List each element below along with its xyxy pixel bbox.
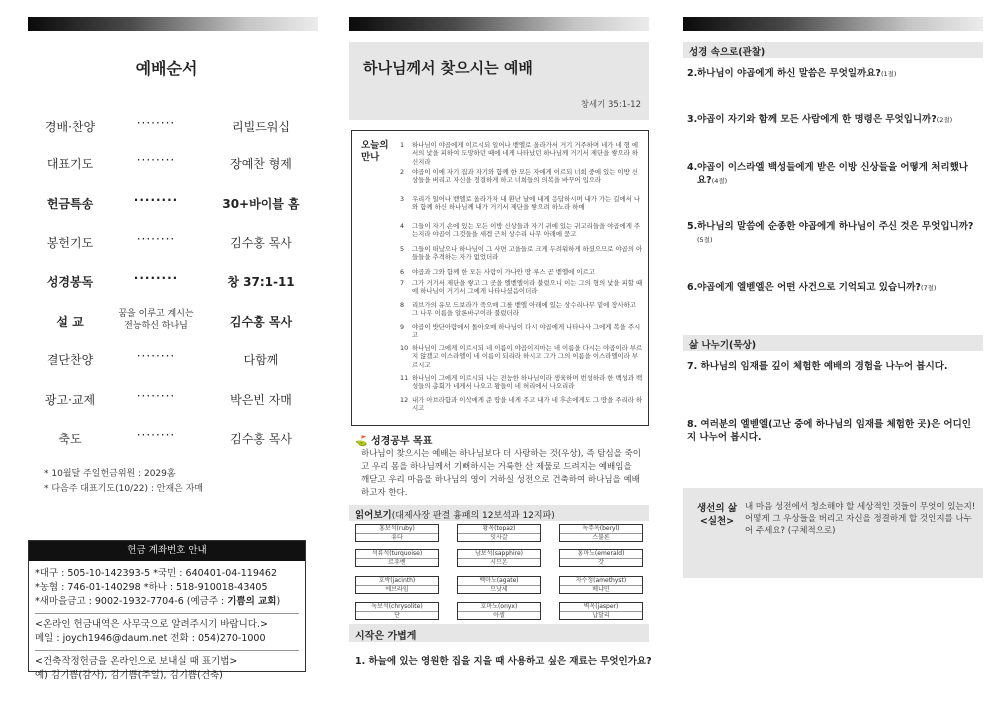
gem-cell: 석류석(turquoise) 르우벤 bbox=[355, 549, 439, 567]
gem-cell: 남보석(sapphire) 시므온 bbox=[457, 549, 541, 567]
sermon-heading: 하나님께서 찾으시는 예배 bbox=[363, 59, 533, 77]
practice-text: 내 마음 성전에서 청소해야 할 세상적인 것들이 무엇이 있는지! 어떻게 그 우상들을 버리고 자신을 정결하게 할 것인지를 나누어 주세요? (구체적으로) bbox=[745, 502, 976, 536]
study-goal-title: ⛳ 성경공부 목표 bbox=[355, 436, 433, 447]
order-dots: ········ bbox=[136, 428, 176, 442]
question: 2. 하나님이 야곱에게 하신 말씀은 무엇일까요?(1절) bbox=[687, 68, 897, 79]
sermon-title bbox=[110, 308, 202, 332]
question: 3. 야곱이 자기와 함께 모든 사람에게 한 명령은 무엇입니까?(2절) bbox=[687, 114, 953, 125]
bank-line: *새마을금고 : 9002-1932-7704-6 (예금주 : 기쁨의 교회) bbox=[35, 596, 281, 607]
order-name: 김수홍 목사 bbox=[229, 315, 293, 329]
gem-cell: 홍마노(emerald) 갓 bbox=[559, 549, 643, 567]
verse: 6 야곱과 그와 함께 한 모든 사람이 가나안 땅 루스 곧 벧엘에 이르고 bbox=[400, 268, 595, 276]
order-dots: ········ bbox=[133, 271, 179, 285]
order-row bbox=[30, 150, 320, 176]
gem-cell: 호박(jacinth) 에브라임 bbox=[355, 576, 439, 594]
order-row bbox=[30, 113, 320, 139]
order-name: 리빌드워십 bbox=[232, 120, 290, 134]
read-more-header: 읽어보기(대제사장 판결 흉패의 12보석과 12지파) bbox=[349, 505, 649, 521]
share-header: 삶 나누기(묵상) bbox=[683, 335, 983, 351]
study-panel bbox=[333, 0, 667, 707]
order-dots: ········ bbox=[136, 116, 176, 130]
verse: 4 그들이 자기 손에 있는 모든 이방 신상들과 자기 귀에 있는 귀고리들을 야곱에게 주는지라 야곱이 그것들을 세겜 근처 상수리 나무 아래에 묻고 bbox=[400, 222, 641, 239]
order-label: 헌금특송 bbox=[46, 197, 94, 211]
order-row bbox=[30, 190, 320, 216]
order-row bbox=[30, 425, 320, 451]
verse: 3 우리가 일어나 벧엘로 올라가자 내 환난 날에 내게 응답하시며 내가 가는 길에서 나와 함께 하신 하나님께 내가 거기서 제단을 쌓으려 하노라 하매 bbox=[400, 195, 641, 212]
study-goal-text: 하나님이 찾으시는 예배는 하나님보다 더 사랑하는 것(우상), 즉 탐심을 죽이고 우리 몸을 하나님께서 기뻐하시는 거룩한 산 제물로 드려지는 예배임을 깨닫고 우리 마음을 하나님의 영이 거하실 성전으로 건축하여 하나님을 예배하고자 한다. bbox=[361, 449, 641, 498]
online-title: <온라인 헌금내역은 사무국으로 알려주시기 바랍니다.> bbox=[35, 619, 268, 630]
order-label: 설 교 bbox=[56, 315, 84, 329]
online-contact: 메일 : joych1946@daum.net 전화 : 054)270-1000 bbox=[35, 633, 266, 644]
bank-header: 헌금 계좌번호 안내 bbox=[29, 541, 305, 561]
header-bar bbox=[683, 17, 983, 31]
order-name: 창 37:1-11 bbox=[227, 275, 295, 289]
order-label: 광고·교제 bbox=[44, 393, 96, 407]
verse: 12 내가 아브라함과 이삭에게 준 땅을 네게 주고 내가 네 후손에게도 그 땅을 주리라 하시고 bbox=[400, 396, 643, 413]
order-dots: ········ bbox=[136, 349, 176, 363]
header-bar bbox=[28, 17, 318, 31]
verse: 9 야곱이 밧단아람에서 돌아오매 하나님이 다시 야곱에게 나타나사 그에게 복을 주시고 bbox=[400, 323, 641, 340]
question: 5. 하나님의 말씀에 순종한 야곱에게 하나님이 주신 것은 무엇입니까?(5절) bbox=[687, 221, 974, 244]
building-example: 예) 김기쁨(감사), 김기쁨(주일), 김기쁨(건축) bbox=[35, 670, 223, 681]
manna-label: 오늘의 만나 bbox=[361, 140, 389, 163]
question: 6. 야곱에게 엘벧엘은 어떤 사건으로 기억되고 있습니까?(7절) bbox=[687, 282, 937, 293]
order-name: 장예찬 형제 bbox=[230, 157, 292, 171]
gem-cell: 홍보석(ruby) 유다 bbox=[355, 524, 439, 542]
sermon-title-line: 전능하신 하나님 bbox=[124, 321, 188, 331]
order-row bbox=[30, 229, 320, 255]
order-dots: ········ bbox=[136, 389, 176, 403]
verse: 2 야곱이 이에 자기 집과 자기와 함께 한 모든 자에게 이르되 너희 중에 있는 이방 신상들을 버리고 자신을 정결하게 하고 너희들의 의복을 바꾸어 입으라 bbox=[400, 168, 638, 185]
divider bbox=[35, 613, 299, 614]
order-label: 경배·찬양 bbox=[44, 120, 96, 134]
verse: 7 그가 거기서 제단을 쌓고 그 곳을 엘벧엘이라 불렀으니 이는 그의 형의 낯을 피할 때에 하나님이 거기서 그에게 나타나셨음이더라 bbox=[400, 279, 643, 296]
order-name: 김수홍 목사 bbox=[230, 236, 292, 250]
order-label: 성경봉독 bbox=[46, 275, 94, 289]
order-row bbox=[30, 346, 320, 372]
order-name: 김수홍 목사 bbox=[230, 432, 292, 446]
order-name: 박은빈 자매 bbox=[230, 393, 292, 407]
order-name: 30+바이블 홈 bbox=[222, 197, 300, 211]
bookmark-icon: ⛳ bbox=[355, 436, 368, 447]
verse: 5 그들이 떠났으나 하나님이 그 사면 고을들로 크게 두려워하게 하셨으므로 야곱의 아들들을 추격하는 자가 없었더라 bbox=[400, 245, 643, 262]
warmup-question: 1. 하늘에 있는 영원한 집을 지을 때 사용하고 싶은 재료는 무엇인가요? bbox=[355, 656, 652, 667]
order-dots: ········ bbox=[133, 193, 179, 207]
building-title: <건축작정헌금을 온라인으로 보내실 때 표기법> bbox=[35, 656, 238, 667]
gem-cell: 녹보석(chrysolite) 단 bbox=[355, 602, 439, 620]
verse: 8 리브가의 유모 드보라가 죽으매 그를 벧엘 아래에 있는 상수리나무 밑에 장사하고 그 나무 이름을 알론바구이라 불렀더라 bbox=[400, 301, 637, 318]
share-question: 8. 여러분의 엘벧엘(고난 중에 하나님의 임재를 체험한 곳)은 어디인지 나누어 봅시다. bbox=[687, 419, 971, 443]
order-row-sermon bbox=[30, 308, 320, 334]
sermon-title-line: 꿈을 이루고 계시는 bbox=[118, 309, 194, 319]
gem-cell: 벽옥(jasper) 납달리 bbox=[559, 602, 643, 620]
bank-account-box bbox=[28, 540, 306, 681]
header-bar bbox=[349, 17, 649, 31]
scripture-reference: 창세기 35:1-12 bbox=[580, 100, 641, 110]
daily-manna-box bbox=[351, 130, 649, 426]
order-dots: ········ bbox=[136, 232, 176, 246]
gem-cell: 백마노(agate) 므낫세 bbox=[457, 576, 541, 594]
question: 4. 야곱이 이스라엘 백성들에게 받은 이방 신상들을 어떻게 처리했나요?(4절) bbox=[687, 162, 968, 186]
order-row bbox=[30, 268, 320, 294]
order-dots: ········ bbox=[136, 153, 176, 167]
order-label: 대표기도 bbox=[46, 157, 94, 171]
gem-cell: 황옥(topaz) 잇사갈 bbox=[457, 524, 541, 542]
order-label: 봉헌기도 bbox=[46, 236, 94, 250]
bank-line: *농협 : 746-01-140298 *하나 : 518-910018-43405 bbox=[35, 582, 268, 593]
observe-header: 성경 속으로(관찰) bbox=[683, 42, 983, 58]
note: * 다음주 대표기도(10/22) : 안재은 자매 bbox=[44, 484, 204, 494]
verse: 1 하나님이 야곱에게 이르시되 일어나 벧엘로 올라가서 거기 거주하며 네가 네 형 에서의 낯을 피하여 도망하던 때에 네게 나타났던 하나님께 거기서 제단을 쌓으라 하신지라 bbox=[400, 141, 639, 166]
order-row bbox=[30, 386, 320, 412]
practice-box bbox=[683, 488, 983, 578]
order-label: 결단찬양 bbox=[46, 353, 94, 367]
warmup-header: 시작은 가볍게 bbox=[349, 624, 649, 642]
note: * 10월달 주일헌금위원 : 2029홈 bbox=[44, 469, 176, 479]
verse: 10 하나님이 그에게 이르시되 네 이름이 야곱이지마는 네 이름을 다시는 야곱이라 부르지 않겠고 이스라엘이 네 이름이 되리라 하시고 그가 그의 이름을 이스라엘이라 부르시고 bbox=[400, 344, 643, 369]
practice-label: 생선의 삶 <실천> bbox=[697, 503, 738, 527]
sermon-title-box bbox=[349, 42, 649, 120]
gem-cell: 녹주옥(beryl) 스불론 bbox=[559, 524, 643, 542]
order-label: 축도 bbox=[58, 432, 82, 446]
verse: 11 하나님이 그에게 이르시되 나는 전능한 하나님이라 생육하며 번성하라 한 백성과 백성들의 총회가 네게서 나오고 왕들이 네 허리에서 나오리라 bbox=[400, 374, 643, 391]
share-question: 7. 하나님의 임재를 깊이 체험한 예배의 경험을 나누어 봅시다. bbox=[687, 361, 948, 372]
gem-cell: 호마노(onyx) 아셀 bbox=[457, 602, 541, 620]
divider bbox=[35, 650, 299, 651]
questions-panel bbox=[667, 0, 1000, 707]
worship-order-title: 예배순서 bbox=[135, 59, 198, 78]
worship-order-panel bbox=[0, 0, 333, 707]
gem-cell: 자수정(amethyst) 베냐민 bbox=[559, 576, 643, 594]
order-name: 다함께 bbox=[243, 353, 279, 367]
bank-line: *대구 : 505-10-142393-5 *국민 : 640401-04-119462 bbox=[35, 568, 277, 579]
